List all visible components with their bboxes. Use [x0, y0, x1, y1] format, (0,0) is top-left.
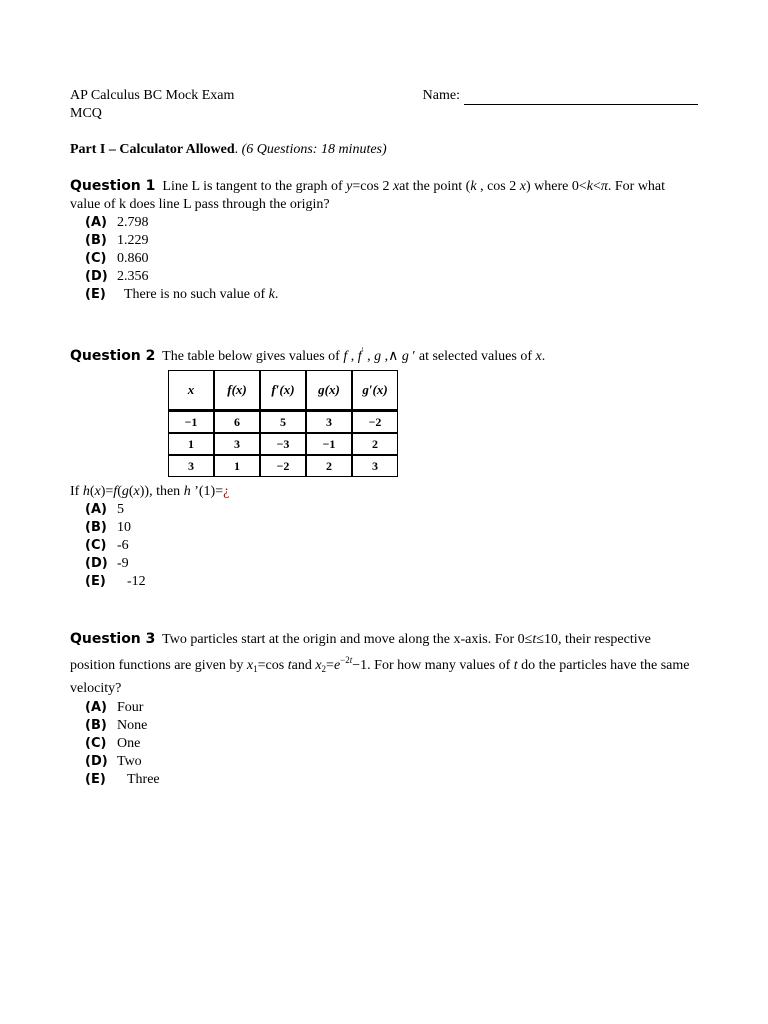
table-cell: 1	[168, 433, 214, 455]
exam-header	[70, 87, 698, 105]
choice-letter: (C)	[85, 538, 107, 553]
question-3-choice-a[interactable]	[85, 699, 698, 717]
choice-letter: (B)	[85, 520, 107, 535]
choice-letter: (D)	[85, 754, 108, 769]
table-cell: −1	[306, 433, 352, 455]
part-detail: (6 Questions: 18 minutes)	[241, 142, 387, 157]
question-2-label: Question 2	[70, 348, 156, 364]
question-1-choice-b[interactable]	[85, 232, 698, 250]
question-3-choice-d[interactable]	[85, 753, 698, 771]
table-header-row	[168, 370, 398, 411]
values-table	[168, 370, 398, 477]
part-title: Part I – Calculator Allowed	[70, 142, 235, 157]
choice-letter: (E)	[85, 772, 106, 787]
question-1-choice-c[interactable]	[85, 250, 698, 268]
table-cell: −3	[260, 433, 306, 455]
question-1-choice-d[interactable]	[85, 268, 698, 286]
question-3-choice-b[interactable]	[85, 717, 698, 735]
question-2-choice-e[interactable]	[85, 573, 698, 591]
table-cell: 3	[352, 455, 398, 477]
table-row	[168, 411, 398, 433]
table-cell: 2	[306, 455, 352, 477]
question-2-choice-a[interactable]	[85, 501, 698, 519]
name-blank-line	[464, 91, 698, 105]
choice-letter: (B)	[85, 233, 107, 248]
choice-text: -12	[127, 574, 146, 589]
table-header-cell: g′(x)	[352, 370, 398, 411]
table-header-cell: f(x)	[214, 370, 260, 411]
table-cell: 3	[214, 433, 260, 455]
table-cell: −2	[352, 411, 398, 433]
question-2-choice-d[interactable]	[85, 555, 698, 573]
table-row	[168, 455, 398, 477]
question-1-choice-e[interactable]	[85, 286, 698, 304]
choice-letter: (E)	[85, 287, 106, 302]
table-cell: −2	[260, 455, 306, 477]
name-field	[423, 87, 698, 105]
question-3-choice-c[interactable]	[85, 735, 698, 753]
choice-text: Two	[117, 754, 142, 769]
choice-letter: (A)	[85, 700, 107, 715]
table-cell: 2	[352, 433, 398, 455]
table-cell: 3	[168, 455, 214, 477]
question-2	[70, 342, 698, 591]
table-cell: 1	[214, 455, 260, 477]
table-header-cell: x	[168, 370, 214, 411]
choice-text: 10	[117, 520, 131, 535]
choice-text: 2.356	[117, 269, 149, 284]
exam-subtitle: MCQ	[70, 106, 102, 121]
choice-text: There is no such value of k.	[124, 287, 279, 302]
part-heading: Part I – Calculator Allowed. (6 Questions: 18 minutes)	[70, 142, 387, 157]
choice-letter: (A)	[85, 502, 107, 517]
choice-letter: (C)	[85, 251, 107, 266]
choice-letter: (D)	[85, 269, 108, 284]
question-2-prompt: Question 2 The table below gives values of f , f′ , g ,∧ g ′ at selected values of x.	[70, 346, 546, 364]
choice-text: -6	[117, 538, 129, 553]
question-3	[70, 629, 698, 789]
question-1-label: Question 1	[70, 178, 156, 194]
name-label: Name:	[422, 88, 460, 103]
choice-text: 0.860	[117, 251, 149, 266]
exam-title: AP Calculus BC Mock Exam	[70, 88, 235, 103]
table-cell: −1	[168, 411, 214, 433]
choice-text: Four	[117, 700, 144, 715]
choice-text: 2.798	[117, 215, 149, 230]
choice-letter: (B)	[85, 718, 107, 733]
choice-text: -9	[117, 556, 129, 571]
choice-letter: (D)	[85, 556, 108, 571]
exam-page	[70, 87, 698, 789]
question-1	[70, 177, 698, 304]
question-3-prompt: Question 3 Two particles start at the origin and move along the x-axis. For 0≤t≤10, their respective position functions are given by $x_1=\cos$ tand $x_2=e^{-2t}-1$. For how many values of t do the particles have the same velocity?	[70, 631, 690, 696]
table-cell: 3	[306, 411, 352, 433]
choice-text: One	[117, 736, 141, 751]
choice-text: 1.229	[117, 233, 149, 248]
question-3-label: Question 3	[70, 631, 156, 647]
choice-letter: (C)	[85, 736, 107, 751]
choice-letter: (A)	[85, 215, 107, 230]
choice-text: 5	[117, 502, 124, 517]
table-row	[168, 433, 398, 455]
question-2-choice-c[interactable]	[85, 537, 698, 555]
question-2-choice-b[interactable]	[85, 519, 698, 537]
question-3-choice-e[interactable]	[85, 771, 698, 789]
question-2-condition: If h(x)=f(g(x)), then h ’(1)=¿	[70, 484, 230, 499]
question-1-choice-a[interactable]	[85, 214, 698, 232]
table-cell: 6	[214, 411, 260, 433]
choice-text: Three	[127, 772, 160, 787]
choice-letter: (E)	[85, 574, 106, 589]
choice-text: None	[117, 718, 148, 733]
table-header-cell: f′(x)	[260, 370, 306, 411]
table-header-cell: g(x)	[306, 370, 352, 411]
table-cell: 5	[260, 411, 306, 433]
question-1-prompt: Question 1 Line L is tangent to the graph of y=cos 2 xat the point (k , cos 2 x) where 0<k<π. For what value of k does line L pass through the origin?	[70, 178, 666, 212]
